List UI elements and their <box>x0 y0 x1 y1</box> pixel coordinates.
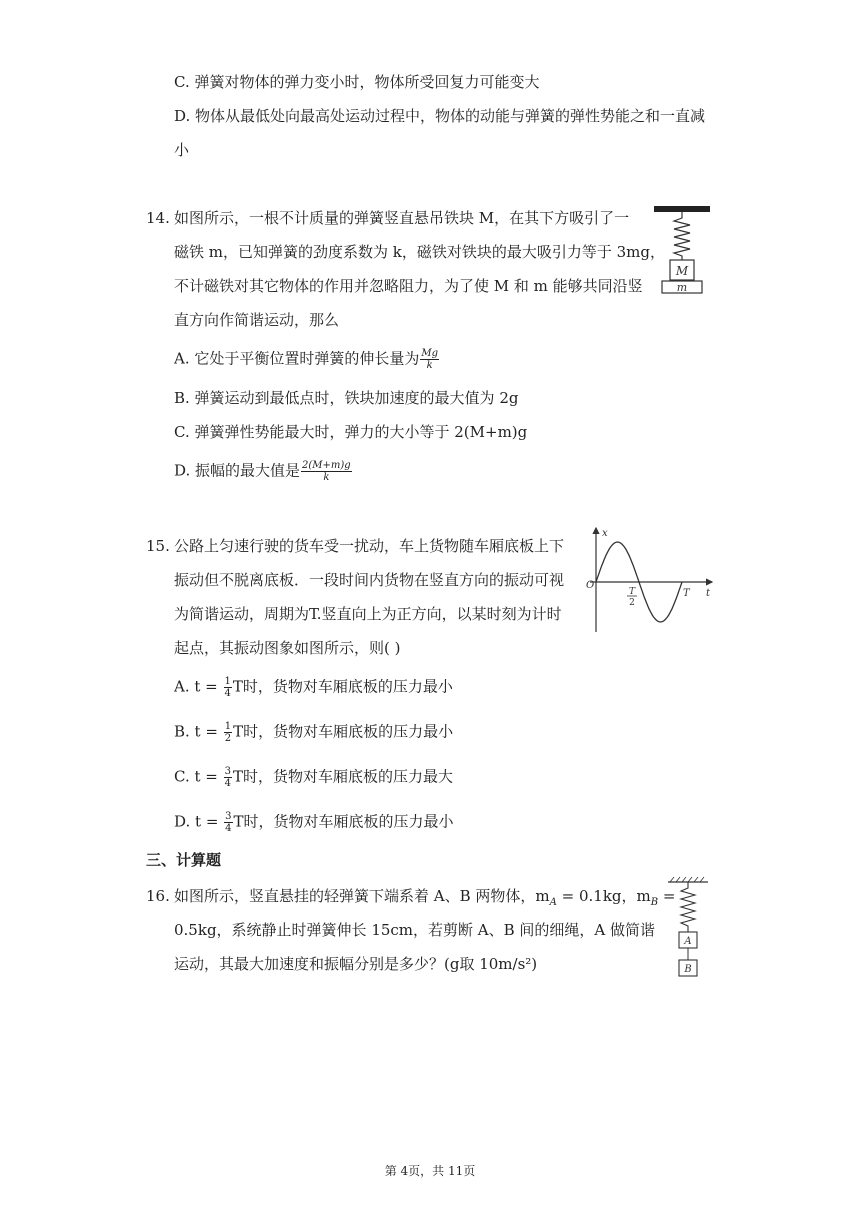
option-text: T时，货物对车厢底板的压力最小 <box>233 812 454 831</box>
option-prefix: D. t = <box>174 812 224 831</box>
x-axis-label: t <box>706 588 711 599</box>
q15-option-b <box>174 721 453 744</box>
q15-text-line4: 起点，其振动图象如图所示，则( ) <box>174 639 401 657</box>
q14-option-d-fraction <box>301 460 352 483</box>
q13-option-d-line2: 小 <box>174 141 190 159</box>
q16-spring-figure <box>664 876 714 984</box>
q14-spring-figure <box>650 204 714 300</box>
period-label: T <box>683 588 690 599</box>
q16-text-part: = <box>658 887 676 905</box>
origin-label: O <box>586 580 595 591</box>
ceiling-hatch <box>670 877 704 882</box>
q14-text-line1: 如图所示，一根不计质量的弹簧竖直悬吊铁块 M，在其下方吸引了一 <box>174 209 630 227</box>
block-B-label: B <box>684 964 692 975</box>
fraction-denominator: k <box>323 472 330 483</box>
q14-option-d <box>174 460 353 483</box>
q16-text-line2: 0.5kg，系统静止时弹簧伸长 15cm，若剪断 A、B 间的细绳，A 做简谐 <box>174 921 656 939</box>
option-text: T时，货物对车厢底板的压力最小 <box>233 722 454 741</box>
q14-text-line2: 磁铁 m，已知弹簧的劲度系数为 k，磁铁对铁块的最大吸引力等于 3mg， <box>174 243 665 261</box>
option-prefix: A. t = <box>174 677 223 696</box>
fraction-numerator: 3 <box>225 811 232 822</box>
q14-option-c: C. 弹簧弹性势能最大时，弹力的大小等于 2(M+m)g <box>174 423 528 441</box>
block-A-label: A <box>684 936 692 947</box>
option-fraction <box>224 721 232 744</box>
q14-option-d-text: D. 振幅的最大值是 <box>174 461 301 480</box>
q15-option-d <box>174 811 454 834</box>
fraction-denominator: 4 <box>224 688 231 699</box>
q15-vibration-graph <box>582 522 722 638</box>
fraction-denominator: 4 <box>225 823 232 834</box>
block-m-label: m <box>676 281 688 294</box>
option-prefix: B. t = <box>174 722 223 741</box>
option-text: T时，货物对车厢底板的压力最大 <box>233 767 454 786</box>
option-prefix: C. t = <box>174 767 223 786</box>
fraction-denominator: k <box>426 360 433 371</box>
q14-option-a <box>174 348 440 371</box>
fraction-denominator: 4 <box>224 778 231 789</box>
q16-text-part: = 0.1kg，m <box>556 887 651 905</box>
fraction-numerator: Mg <box>421 348 439 359</box>
q15-option-a <box>174 676 453 699</box>
q14-option-a-fraction <box>420 348 439 371</box>
option-fraction <box>224 811 232 834</box>
spring-icon <box>681 882 695 932</box>
half-period-numerator: T <box>628 587 636 597</box>
fraction-numerator: 2(M+m)g <box>302 460 351 471</box>
q14-option-a-text: A. 它处于平衡位置时弹簧的伸长量为 <box>174 349 420 368</box>
half-period-denominator: 2 <box>629 598 635 608</box>
q13-option-c: C. 弹簧对物体的弹力变小时，物体所受回复力可能变大 <box>174 73 540 91</box>
page-footer: 第 4页，共 11页 <box>384 1164 476 1178</box>
spring-icon <box>674 212 690 260</box>
q15-option-c <box>174 766 453 789</box>
q13-option-d-line1: D. 物体从最低处向最高处运动过程中，物体的动能与弹簧的弹性势能之和一直减 <box>174 107 706 125</box>
block-M-label: M <box>675 264 689 278</box>
q16-text-line3: 运动，其最大加速度和振幅分别是多少？(g取 10m/s²) <box>174 955 538 973</box>
q15-text-line1: 公路上匀速行驶的货车受一扰动，车上货物随车厢底板上下 <box>174 537 565 555</box>
q14-number: 14. <box>146 209 170 227</box>
ceiling-bar <box>654 206 710 212</box>
q14-text-line4: 直方向作简谐运动，那么 <box>174 311 340 329</box>
q16-text-line1 <box>174 886 675 913</box>
q15-text-line3: 为简谐运动，周期为T.竖直向上为正方向，以某时刻为计时 <box>174 605 562 623</box>
subscript-A: A <box>549 897 557 908</box>
fraction-numerator: 3 <box>224 766 231 777</box>
option-text: T时，货物对车厢底板的压力最小 <box>232 677 453 696</box>
fraction-numerator: 1 <box>224 676 231 687</box>
y-axis-label: x <box>602 528 608 539</box>
q16-text-part: 如图所示，竖直悬挂的轻弹簧下端系着 A、B 两物体，m <box>174 887 550 905</box>
q14-option-b: B. 弹簧运动到最低点时，铁块加速度的最大值为 2g <box>174 389 519 407</box>
q15-text-line2: 振动但不脱离底板．一段时间内货物在竖直方向的振动可视 <box>174 571 565 589</box>
fraction-denominator: 2 <box>224 733 232 744</box>
section-heading: 三、计算题 <box>146 851 222 869</box>
option-fraction <box>224 676 232 699</box>
q15-number: 15. <box>146 537 170 555</box>
q16-number: 16. <box>146 887 170 905</box>
fraction-numerator: 1 <box>224 721 232 732</box>
q14-text-line3: 不计磁铁对其它物体的作用并忽略阻力，为了使 M 和 m 能够共同沿竖 <box>174 277 643 295</box>
subscript-B: B <box>650 897 659 908</box>
option-fraction <box>224 766 232 789</box>
